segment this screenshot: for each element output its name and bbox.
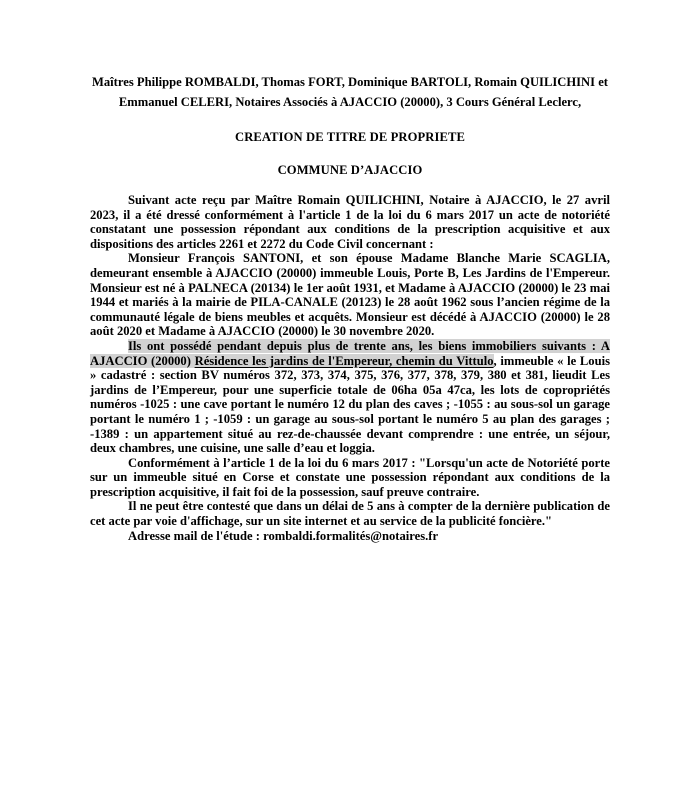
paragraph-property-description — [90, 339, 610, 456]
paragraph-law-quote-end: Il ne peut être contesté que dans un délai de 5 ans à compter de la dernière publication de cet acte par voie d'affichage, sur un site internet et au service de la publicité foncière." — [90, 499, 610, 529]
highlighted-possession-lead: Ils ont possédé pendant depuis plus de trente ans, les biens immobiliers suivants : A AJACCIO (20000) — [90, 338, 610, 368]
paragraph-persons: Monsieur François SANTONI, et son épouse Madame Blanche Marie SCAGLIA, demeurant ensemble à AJACCIO (20000) immeuble Louis, Porte B, Les Jardins de l'Empereur. Monsieur est né à PALNECA (20134) le 1er août 1931, et Madame à AJACCIO (20000) le 23 mai 1944 et mariés à la mairie de PILA-CANALE (20123) le 28 août 1962 sous l’ancien régime de la communauté légale de biens meubles et acquêts. Monsieur est décédé à AJACCIO (20000) le 28 août 2020 et Madame à AJACCIO (20000) le 30 novembre 2020. — [90, 251, 610, 339]
commune-title: COMMUNE D’AJACCIO — [277, 163, 423, 177]
document-content — [90, 72, 610, 543]
letterhead-line-2: Emmanuel CELERI, Notaires Associés à AJACCIO (20000), 3 Cours Général Leclerc, — [118, 95, 582, 109]
highlighted-underlined-address: Résidence les jardins de l'Empereur, chemin du Vittulo — [194, 353, 494, 368]
letterhead — [90, 72, 610, 112]
paragraph-email-address: Adresse mail de l'étude : rombaldi.formalités@notaires.fr — [128, 528, 439, 543]
document-body — [90, 193, 610, 543]
property-details-text: , immeuble « le Louis » cadastré : section BV numéros 372, 373, 374, 375, 376, 377, 378, 379, 380 et 381, lieudit Les jardins de l’Empereur, pour une superficie totale de 06ha 05a 47ca, les lots de copropriétés numéros -1025 : une cave portant le numéro 12 du plan des caves ; -1055 : au sous-sol un garage portant le numéro 1 ; -1059 : un garage au sous-sol portant le numéro 5 au plan des garages ; -1389 : un appartement situé au rez-de-chaussée devant comprendre : une entrée, un séjour, deux chambres, une cuisine, une salle d’eau et loggia. — [90, 353, 610, 456]
document-title: CREATION DE TITRE DE PROPRIETE — [235, 130, 465, 144]
paragraph-act-reference: Suivant acte reçu par Maître Romain QUILICHINI, Notaire à AJACCIO, le 27 avril 2023, il a été dressé conformément à l'article 1 de la loi du 6 mars 2017 un acte de notoriété constatant une possession répondant aux conditions de la prescription acquisitive et aux dispositions des articles 2261 et 2272 du Code Civil concernant : — [90, 193, 610, 251]
paragraph-law-quote-start: Conformément à l’article 1 de la loi du 6 mars 2017 : "Lorsqu'un acte de Notoriété porte sur un immeuble situé en Corse et constate une possession répondant aux conditions de la prescription acquisitive, il fait foi de la possession, sauf preuve contraire. — [90, 455, 610, 499]
letterhead-line-1: Maîtres Philippe ROMBALDI, Thomas FORT, Dominique BARTOLI, Romain QUILICHINI et — [92, 75, 608, 89]
